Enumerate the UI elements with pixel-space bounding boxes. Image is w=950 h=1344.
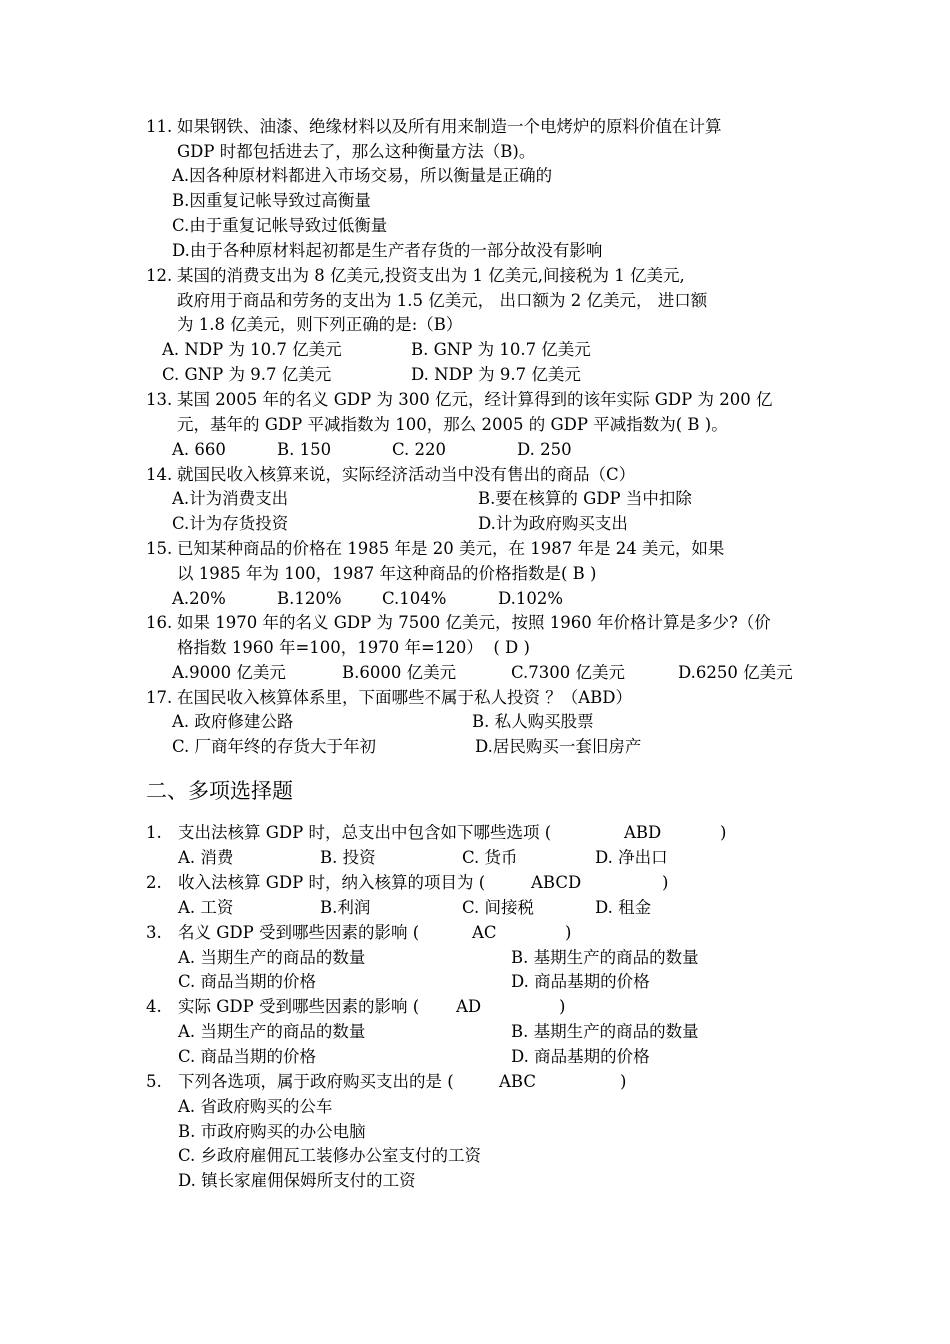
option-c: C. 商品当期的价格 [178,1047,317,1066]
option-c: C. GNP 为 9.7 亿美元 [162,365,332,384]
answer-text: ABC [499,1072,536,1091]
option-b: B. 市政府购买的办公电脑 [178,1122,366,1141]
option-b: B. 基期生产的商品的数量 [511,1022,699,1041]
question-number: 3. [146,923,162,942]
option-c: C.计为存货投资 [172,514,289,533]
option-d: D. 商品基期的价格 [511,972,650,991]
question-stem-line: 政府用于商品和劳务的支出为 1.5 亿美元， 出口额为 2 亿美元， 进口额 [177,291,708,310]
question-stem-line: 某国的消费支出为 8 亿美元,投资支出为 1 亿美元,间接税为 1 亿美元, [177,266,685,285]
option-b: B. 基期生产的商品的数量 [511,948,699,967]
question-stem: 支出法核算 GDP 时，总支出中包含如下哪些选项 ( [178,823,552,842]
option-a: A. 政府修建公路 [172,712,294,731]
question-stem-line: 为 1.8 亿美元，则下列正确的是:（B） [177,315,463,334]
option-a: A. 当期生产的商品的数量 [178,1022,366,1041]
answer-text: ABD [624,823,662,842]
option-b: B. 私人购买股票 [472,712,594,731]
question-number: 13. [146,390,173,409]
option-d: D. 净出口 [595,848,668,867]
option-a: A. 消费 [178,848,234,867]
option-a: A. 当期生产的商品的数量 [178,948,366,967]
close-paren: ) [662,873,669,892]
option-a: A.计为消费支出 [172,489,289,508]
option-d: D.102% [498,589,564,608]
option-a: A.9000 亿美元 [172,663,286,682]
question-stem: 实际 GDP 受到哪些因素的影响 ( [178,997,420,1016]
close-paren: ) [720,823,727,842]
option-a: A.因各种原材料都进入市场交易，所以衡量是正确的 [172,166,553,185]
question-number: 2. [146,873,162,892]
section-heading: 二、多项选择题 [146,779,293,803]
option-c: C.7300 亿美元 [511,663,626,682]
option-b: B. 150 [277,440,332,459]
option-d: D. NDP 为 9.7 亿美元 [411,365,581,384]
option-c: C. 间接税 [462,898,535,917]
question-stem-line: 如果 1970 年的名义 GDP 为 7500 亿美元，按照 1960 年价格计算是多少?（价 [177,613,771,632]
question-stem-line: 已知某种商品的价格在 1985 年是 20 美元，在 1987 年是 24 美元，如果 [177,539,725,558]
option-a: A.20% [172,589,226,608]
option-a: A. NDP 为 10.7 亿美元 [162,340,342,359]
option-d: D.由于各种原材料起初都是生产者存货的一部分故没有影响 [172,241,603,260]
close-paren: ) [620,1072,627,1091]
option-d: D.计为政府购买支出 [478,514,628,533]
close-paren: ) [565,923,572,942]
option-b: B. 投资 [320,848,376,867]
option-b: B.要在核算的 GDP 当中扣除 [478,489,692,508]
question-number: 1. [146,823,162,842]
question-stem: 收入法核算 GDP 时，纳入核算的项目为 ( [178,873,486,892]
option-d: D. 商品基期的价格 [511,1047,650,1066]
option-a: A. 工资 [178,898,234,917]
question-stem-line: GDP 时都包括进去了，那么这种衡量方法（B)。 [177,142,536,161]
close-paren: ) [559,997,566,1016]
question-stem-line: 元，基年的 GDP 平减指数为 100，那么 2005 的 GDP 平减指数为( B )。 [177,415,728,434]
option-b: B.因重复记帐导致过高衡量 [172,191,371,210]
option-c: C.104% [382,589,447,608]
answer-text: ABCD [531,873,582,892]
option-b: B.利润 [320,898,371,917]
question-stem: 下列各选项，属于政府购买支出的是 ( [178,1072,454,1091]
answer-text: AC [472,923,497,942]
option-d: D. 镇长家雇佣保姆所支付的工资 [178,1171,416,1190]
question-number: 17. [146,688,173,707]
question-number: 11. [146,117,173,136]
question-number: 12. [146,266,173,285]
option-c: C. 货币 [462,848,518,867]
question-stem: 名义 GDP 受到哪些因素的影响 ( [178,923,420,942]
option-d: D. 租金 [595,898,652,917]
option-c: C. 商品当期的价格 [178,972,317,991]
option-c: C.由于重复记帐导致过低衡量 [172,216,388,235]
question-stem-line: 在国民收入核算体系里，下面哪些不属于私人投资 ？（ABD） [177,688,633,707]
question-number: 4. [146,997,162,1016]
option-d: D. 250 [517,440,572,459]
option-b: B. GNP 为 10.7 亿美元 [411,340,591,359]
question-number: 5. [146,1072,162,1091]
option-d: D.6250 亿美元 [678,663,793,682]
question-number: 14. [146,465,173,484]
option-c: C. 厂商年终的存货大于年初 [172,737,377,756]
option-c: C. 220 [392,440,447,459]
question-stem-line: 某国 2005 年的名义 GDP 为 300 亿元，经计算得到的该年实际 GDP 为 200 亿 [177,390,773,409]
option-a: A. 660 [172,440,226,459]
question-stem-line: 就国民收入核算来说，实际经济活动当中没有售出的商品（C） [177,465,636,484]
option-b: B.120% [277,589,342,608]
option-d: D.居民购买一套旧房产 [475,737,642,756]
answer-text: AD [456,997,482,1016]
option-a: A. 省政府购买的公车 [178,1097,333,1116]
question-stem-line: 以 1985 年为 100，1987 年这种商品的价格指数是( B ) [177,564,597,583]
question-number: 16. [146,613,173,632]
question-stem-line: 格指数 1960 年=100，1970 年=120） ( D ) [177,638,530,657]
question-number: 15. [146,539,173,558]
option-c: C. 乡政府雇佣瓦工装修办公室支付的工资 [178,1146,482,1165]
option-b: B.6000 亿美元 [342,663,457,682]
question-stem-line: 如果钢铁、油漆、绝缘材料以及所有用来制造一个电烤炉的原料价值在计算 [177,117,722,136]
